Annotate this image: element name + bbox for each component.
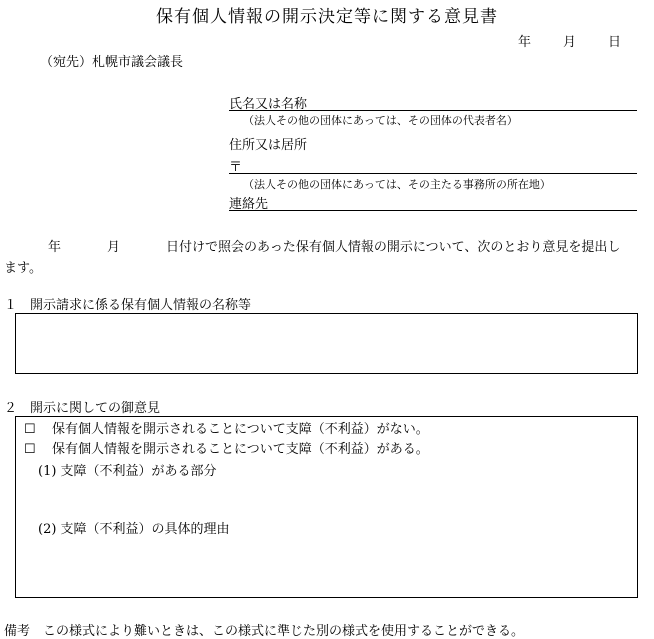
date-day: 日: [608, 35, 622, 50]
option-no-harm-checkbox[interactable]: ☐: [24, 422, 36, 437]
sub1-label: (1) 支障（不利益）がある部分: [38, 464, 217, 479]
option-harm-label: 保有個人情報を開示されることについて支障（不利益）がある。: [52, 442, 429, 457]
section1-heading: １ 開示請求に係る保有個人情報の名称等: [4, 298, 252, 313]
section2-heading: ２ 開示に関しての御意見: [4, 401, 161, 416]
address-note: （法人その他の団体にあっては、その主たる事務所の所在地）: [243, 178, 551, 191]
address-field-line[interactable]: [229, 173, 637, 174]
option-harm[interactable]: [24, 438, 429, 457]
postal-mark: 〒: [229, 160, 243, 175]
intro-paragraph: [4, 237, 630, 279]
intro-month: 月: [107, 240, 121, 255]
date-month: 月: [563, 35, 577, 50]
name-label: 氏名又は名称: [229, 97, 308, 112]
address-label: 住所又は居所: [229, 138, 308, 153]
remarks: 備考 この様式により難いときは、この様式に準じた別の様式を使用することができる。: [4, 624, 525, 639]
option-harm-checkbox[interactable]: ☐: [24, 442, 36, 457]
section1-input-box[interactable]: [15, 313, 638, 374]
option-no-harm[interactable]: [24, 418, 429, 437]
intro-year: 年: [48, 240, 62, 255]
contact-field-line[interactable]: [229, 210, 637, 211]
date-line: [518, 31, 621, 50]
page-title: 保有個人情報の開示決定等に関する意見書: [156, 7, 498, 27]
name-field-line[interactable]: [229, 110, 637, 111]
date-year: 年: [518, 35, 532, 50]
contact-label: 連絡先: [229, 197, 269, 212]
name-note: （法人その他の団体にあっては、その団体の代表者名）: [243, 114, 518, 127]
option-no-harm-label: 保有個人情報を開示されることについて支障（不利益）がない。: [52, 422, 429, 437]
sub2-label: (2) 支障（不利益）の具体的理由: [38, 522, 230, 537]
addressee: （宛先）札幌市議会議長: [40, 55, 184, 70]
intro-text: 日付けで照会のあった保有個人情報の開示について、次のとおり意見を提出します。: [4, 240, 621, 276]
